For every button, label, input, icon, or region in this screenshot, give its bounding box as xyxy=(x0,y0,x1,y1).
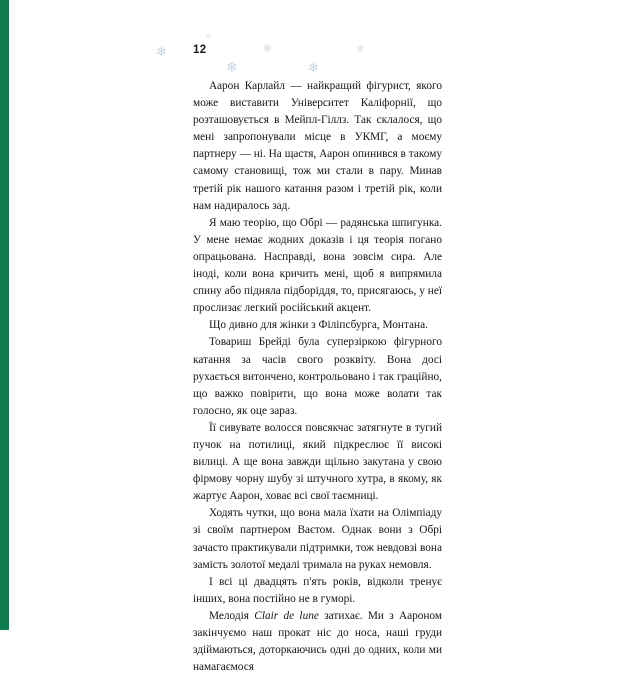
paragraph: Що дивно для жінки з Філіпсбурга, Монтана. xyxy=(209,319,428,332)
paragraph: Її сивувате волосся повсякчас затягнуте в тугий пучок на потилиці, який підкреслює її високі вилиці. А ще вона завжди щільно закутана у свою фірмову чорну шубу зі штучного хутра, в якому, як жартує Аарон, ховає всі свої таємниці. xyxy=(193,421,442,503)
snowflake-icon: ❄ xyxy=(226,60,238,76)
paragraph: Я маю теорію, що Обрі — радянська шпигунка. У мене немає жодних доказів і ця теорія погано опрацьована. Насправді, вона зовсім сира. Але іноді, коли вона кричить мені, щоб я випрямила спину або підняла підборіддя, то, присягаюсь, у неї прослизає легкий російський акцент. xyxy=(193,216,442,315)
paragraph: Аарон Карлайл — найкращий фігурист, якого може виставити Університет Каліфорнії, що розташовується в Мейпл-Гіллз. Так склалося, що мені запропонували місце в УКМГ, а моєму партнеру — ні. На щастя, Аарон опинився в такому самому становищі, тож ми стали в пару. Минав третій рік нашого катання разом і третій рік, коли нам надиралось зад. xyxy=(193,80,442,212)
snowflake-icon: ❄ xyxy=(206,33,212,41)
song-title: Clair de lune xyxy=(254,609,319,622)
paragraph-with-title xyxy=(193,608,442,676)
snowflake-icon: ❄ xyxy=(308,61,319,76)
page-number: 12 xyxy=(193,44,207,56)
snowflake-icon: ❄ xyxy=(356,44,365,55)
snowflake-icon: ❄ xyxy=(156,45,167,60)
paragraph: Ходять чутки, що вона мала їхати на Олімпіаду зі своїм партнером Ваєтом. Однак вони з Обрі зачасто практикували підтримки, тож невдовзі вона замість золотої медалі тримала на руках немовля. xyxy=(193,507,442,571)
body-text-column xyxy=(193,78,442,676)
paragraph: І всі ці двадцять п'ять років, відколи тренує інших, вона постійно не в гуморі. xyxy=(193,575,442,605)
snowflake-icon: ❄ xyxy=(263,42,273,55)
paragraph-text-after: затихає. Ми з Аароном закінчуємо наш прокат ніс до носа, наші груди здіймаються, доторкаючись одні до одних, коли ми намагаємося xyxy=(193,609,443,674)
paragraph-text-before: Мелодія xyxy=(209,609,255,622)
page-header xyxy=(148,33,498,76)
page-edge-band xyxy=(0,0,9,630)
paragraph: Товариш Брейді була суперзіркою фігурного катання за часів свого розквіту. Вона досі рухається витончено, контрольовано і так граційно, що важко повірити, що вона може волати так голосно, як оце зараз. xyxy=(193,336,442,417)
